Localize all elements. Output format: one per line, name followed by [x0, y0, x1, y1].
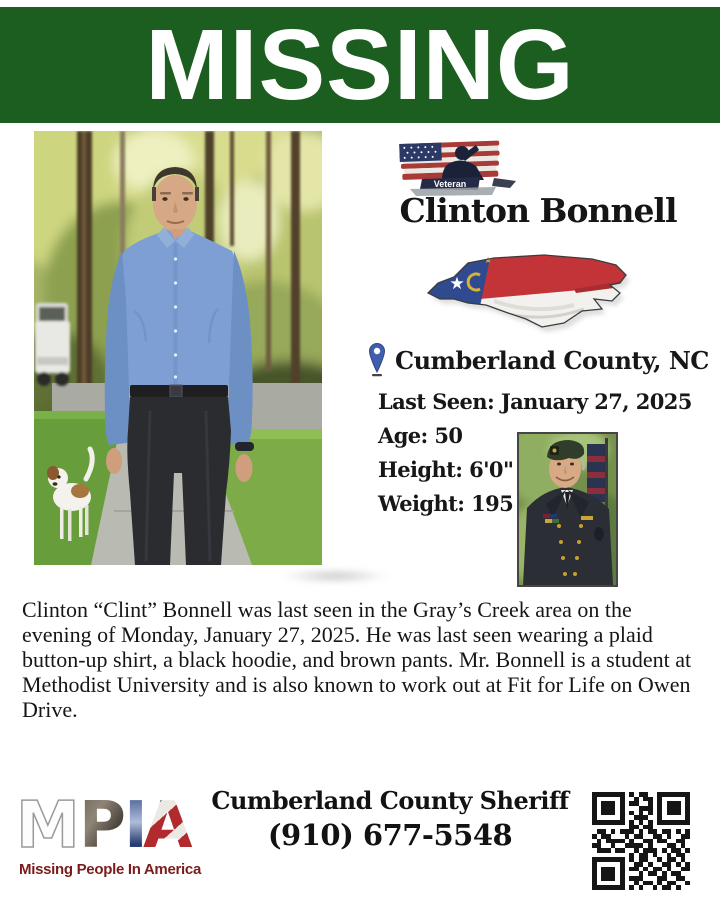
mpia-logo — [16, 790, 216, 862]
veteran-badge-label: Veteran — [433, 179, 467, 189]
stat-last-seen: Last Seen: January 27, 2025 — [378, 389, 692, 414]
contact-phone: (910) 677-5548 — [267, 818, 513, 852]
mpia-logo-letters — [16, 790, 216, 862]
mpia-letter-m: M — [16, 790, 80, 862]
nc-flag-star: ★ — [449, 274, 465, 294]
missing-person-photo — [34, 131, 322, 565]
mpia-letter-i: I — [124, 790, 148, 862]
description-line: Clinton “Clint” Bonnell was last seen in the Gray’s Creek area on the — [22, 597, 632, 622]
contact-block — [200, 786, 580, 852]
stat-age: Age: 50 — [378, 423, 463, 448]
qr-code — [589, 789, 693, 893]
description-paragraph — [22, 597, 706, 722]
nc-flag-mini-star: ★ — [483, 256, 493, 266]
flag-in-background — [587, 444, 605, 502]
location-row — [368, 342, 709, 378]
contact-name: Cumberland County Sheriff — [211, 786, 569, 815]
stat-height: Height: 6'0" — [378, 457, 514, 482]
wristwatch — [235, 442, 254, 451]
nc-state-outline-icon — [424, 249, 636, 335]
description-line: Drive. — [22, 697, 78, 722]
main-photo-scene — [34, 131, 322, 565]
banner-title: MISSING — [145, 9, 575, 121]
person-name: Clinton Bonnell — [399, 191, 677, 230]
stat-weight: Weight: 195 — [378, 491, 514, 516]
location-text: Cumberland County, NC — [395, 345, 709, 375]
mpia-letter-p: P — [79, 790, 126, 862]
mpia-tagline: Missing People In America — [19, 861, 201, 878]
military-photo-scene — [519, 434, 616, 585]
military-uniform-photo — [517, 432, 618, 587]
nc-state-flag-graphic — [424, 249, 636, 335]
location-pin-icon — [368, 342, 386, 378]
mpia-letter-a: A — [143, 790, 193, 862]
description-line: Methodist University and is also known to work out at Fit for Life on Owen — [22, 672, 691, 697]
description-line: button-up shirt, a black hoodie, and brown pants. Mr. Bonnell is a student at — [22, 647, 692, 672]
description-line: evening of Monday, January 27, 2025. He was last seen wearing a plaid — [22, 622, 653, 647]
missing-banner — [0, 7, 720, 123]
photo-shadow — [280, 568, 390, 584]
